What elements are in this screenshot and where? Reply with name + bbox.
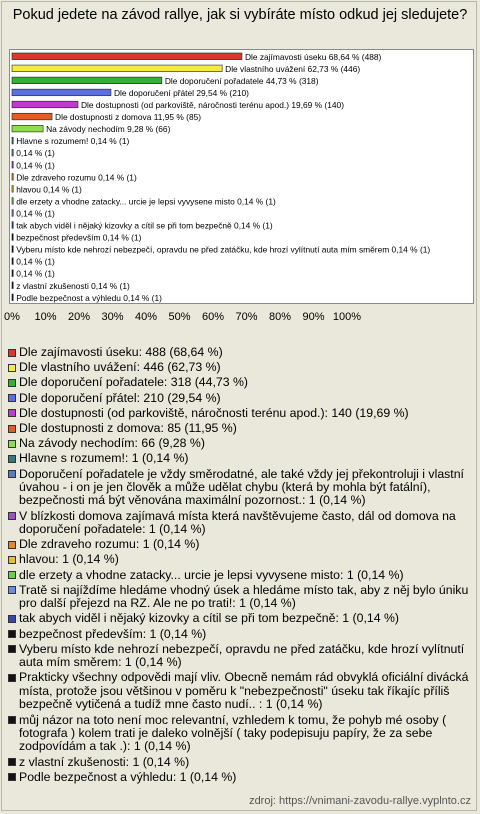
- bar-20: [12, 294, 13, 301]
- legend-item: [8, 452, 474, 465]
- legend-text: bezpečnost především: 1 (0,14 %): [19, 626, 207, 641]
- bar-label-19: z vlastní zkušenosti 0,14 % (1): [16, 280, 130, 291]
- legend-text: Vyberu místo kde nehrozí nebezpečí, opravdu ne před zatáčku, kde hrozí vylítnutí auta mím směrem: 1 (0,14 %): [19, 641, 465, 670]
- bar-label-18: 0,14 % (1): [16, 268, 55, 279]
- bar-19: [12, 282, 13, 289]
- legend-item: [8, 671, 474, 711]
- x-tick-label: 0%: [4, 311, 20, 323]
- legend-text: Dle doporučení pořadatele: 318 (44,73 %): [19, 375, 249, 390]
- legend-item: [8, 538, 474, 551]
- bar-label-13: 0,14 % (1): [16, 208, 55, 219]
- bar-8: [12, 149, 13, 156]
- legend-text: Dle doporučení přátel: 210 (29,54 %): [19, 390, 221, 405]
- legend-swatch: [8, 773, 16, 781]
- legend-swatch: [8, 425, 16, 433]
- legend-item: [8, 612, 474, 625]
- bar-0: [12, 53, 242, 60]
- x-tick-label: 30%: [101, 311, 124, 323]
- legend-text: Doporučení pořadatele je vždy směrodatné, ale také vždy jej překontroluji i vlastní úvahou - i on je jen člověk a může udělat chybu (která by mohla být fatální), bezpečnosti má být věnována maximální pozornost.: 1 (0,14 %): [19, 466, 464, 508]
- legend-swatch: [8, 455, 16, 463]
- legend-swatch: [8, 645, 16, 653]
- legend-item: [8, 714, 474, 754]
- bar-label-14: tak abych viděl i nějaký kizovky a cítil se při tom bezpečně 0,14 % (1): [16, 220, 273, 231]
- legend-text: Dle zdraveho rozumu: 1 (0,14 %): [19, 537, 200, 552]
- x-tick-label: 50%: [168, 311, 191, 323]
- legend-item: [8, 584, 474, 611]
- legend-text: Podle bezpečnost a výhledu: 1 (0,14 %): [19, 769, 237, 784]
- bar-6: [12, 125, 43, 132]
- legend-swatch: [8, 470, 16, 478]
- legend-swatch: [8, 630, 16, 638]
- bar-1: [12, 65, 222, 72]
- legend-swatch: [8, 674, 16, 682]
- legend-text: z vlastní zkušenosti: 1 (0,14 %): [19, 754, 190, 769]
- bar-label-6: Na závody nechodím 9,28 % (66): [46, 124, 171, 135]
- legend-item: [8, 376, 474, 389]
- bar-18: [12, 270, 13, 277]
- bar-chart: [10, 50, 475, 305]
- bar-11: [12, 186, 13, 193]
- legend-item: [8, 628, 474, 641]
- legend-item: [8, 569, 474, 582]
- bar-label-7: Hlavne s rozumem! 0,14 % (1): [16, 136, 130, 147]
- bar-label-1: Dle vlastního uvážení 62,73 % (446): [225, 63, 361, 74]
- bar-12: [12, 198, 13, 205]
- legend-item: [8, 771, 474, 784]
- x-tick-label: 100%: [332, 311, 362, 323]
- bar-label-9: 0,14 % (1): [16, 160, 55, 171]
- plot-area: [9, 49, 474, 304]
- legend-swatch: [8, 394, 16, 402]
- x-axis: [0, 307, 480, 327]
- legend-swatch: [8, 349, 16, 357]
- legend-swatch: [8, 379, 16, 387]
- bar-14: [12, 222, 13, 229]
- legend-text: Dle dostupnosti (od parkoviště, náročnosti terénu apod.): 140 (19,69 %): [19, 405, 409, 420]
- bar-13: [12, 210, 13, 217]
- legend-item: [8, 510, 474, 537]
- bar-10: [12, 174, 13, 181]
- legend-item: [8, 553, 474, 566]
- legend-text: Na závody nechodím: 66 (9,28 %): [19, 436, 205, 451]
- legend-text: Dle vlastního uvážení: 446 (62,73 %): [19, 360, 221, 375]
- legend-item: [8, 361, 474, 374]
- legend-item: [8, 346, 474, 359]
- bar-9: [12, 161, 13, 168]
- legend-swatch: [8, 440, 16, 448]
- bar-7: [12, 137, 13, 144]
- bar-label-20: Podle bezpečnost a výhledu 0,14 % (1): [16, 292, 162, 303]
- legend: [8, 346, 474, 786]
- bar-17: [12, 258, 13, 265]
- legend-swatch: [8, 512, 16, 520]
- bar-3: [12, 89, 111, 96]
- x-tick-label: 70%: [235, 311, 258, 323]
- x-tick-label: 20%: [67, 311, 91, 323]
- x-tick-label: 60%: [201, 311, 225, 323]
- bar-15: [12, 234, 13, 241]
- bar-label-12: dle erzety a vhodne zatacky... urcie je lepsi vyvysene misto 0,14 % (1): [16, 196, 276, 207]
- legend-swatch: [8, 586, 16, 594]
- legend-item: [8, 407, 474, 420]
- bar-label-8: 0,14 % (1): [16, 148, 55, 159]
- legend-text: Dle dostupnosti z domova: 85 (11,95 %): [19, 421, 237, 436]
- x-tick-label: 90%: [302, 311, 325, 323]
- legend-text: můj názor na toto není moc relevantní, vzhledem k tomu, že pohyb mé osoby ( fotografa ) kolem trati je daleko volnější ( taky podepisuju papíry, že za sebe zodpovídám a tak .): 1 (0,14 %): [19, 712, 447, 754]
- legend-item: [8, 756, 474, 769]
- legend-swatch: [8, 716, 16, 724]
- bar-label-0: Dle zajímavosti úseku 68,64 % (488): [244, 51, 382, 62]
- bar-5: [12, 113, 52, 120]
- bar-label-3: Dle doporučení přátel 29,54 % (210): [113, 87, 249, 98]
- bar-16: [12, 246, 13, 253]
- legend-text: dle erzety a vhodne zatacky... urcie je lepsi vyvysene misto: 1 (0,14 %): [19, 567, 404, 582]
- bar-label-17: 0,14 % (1): [16, 256, 55, 267]
- chart-title: Pokud jedete na závod rallye, jak si vybíráte místo odkud jej sledujete?: [12, 7, 468, 23]
- bar-label-11: hlavou 0,14 % (1): [16, 184, 82, 195]
- bar-4: [12, 101, 78, 108]
- bar-2: [12, 77, 162, 84]
- x-tick-label: 10%: [34, 311, 57, 323]
- legend-item: [8, 437, 474, 450]
- legend-swatch: [8, 571, 16, 579]
- bar-label-2: Dle doporučení pořadatele 44,73 % (318): [164, 75, 319, 86]
- bar-label-4: Dle dostupnosti (od parkoviště, náročnosti terénu apod.) 19,69 % (140): [80, 100, 345, 110]
- legend-text: Hlavne s rozumem!: 1 (0,14 %): [19, 451, 189, 466]
- legend-text: V blízkosti domova zajímavá místa která navštěvujeme často, dál od domova na doporučení pořadatele: 1 (0,14 %): [19, 508, 456, 537]
- legend-item: [8, 422, 474, 435]
- legend-item: [8, 468, 474, 508]
- bar-label-10: Dle zdraveho rozumu 0,14 % (1): [16, 172, 137, 183]
- legend-text: Prakticky všechny odpovědi mají vliv. Obecně nemám rád obvyklá oficiální divácká místa, protože jsou většinou v poměru k "nebezpečnosti" úseku tak říkajíc příliš bezpečně vytičená a tudíž mne často nudí.. : 1 (0,14 %): [19, 670, 469, 712]
- x-tick-label: 80%: [268, 311, 292, 323]
- legend-text: hlavou: 1 (0,14 %): [19, 552, 119, 567]
- legend-text: tak abych viděl i nějaký kizovky a cítil se při tom bezpečně: 1 (0,14 %): [19, 611, 400, 626]
- legend-swatch: [8, 615, 16, 623]
- bar-label-15: bezpečnost především 0,14 % (1): [16, 232, 142, 243]
- legend-swatch: [8, 409, 16, 417]
- legend-swatch: [8, 364, 16, 372]
- x-tick-label: 40%: [134, 311, 158, 323]
- legend-swatch: [8, 758, 16, 766]
- legend-text: Dle zajímavosti úseku: 488 (68,64 %): [19, 345, 223, 359]
- legend-text: Tratě si najíždíme hledáme vhodný úsek a hledáme místo tak, aby z něj bylo úniku pro další přejezd na RZ. Ale ne po trati!: 1 (0,14 %): [19, 582, 469, 611]
- legend-swatch: [8, 541, 16, 549]
- bar-label-5: Dle dostupnosti z domova 11,95 % (85): [55, 112, 202, 123]
- source-note: zdroj: https://vnimani-zavodu-rallye.vyplnto.cz: [249, 795, 471, 807]
- legend-swatch: [8, 556, 16, 564]
- legend-item: [8, 392, 474, 405]
- legend-item: [8, 643, 474, 670]
- bar-label-16: Vyberu místo kde nehrozí nebezpečí, opravdu ne před zatáčku, kde hrozí vylítnutí auta mím směrem 0,14 % (1): [16, 244, 431, 255]
